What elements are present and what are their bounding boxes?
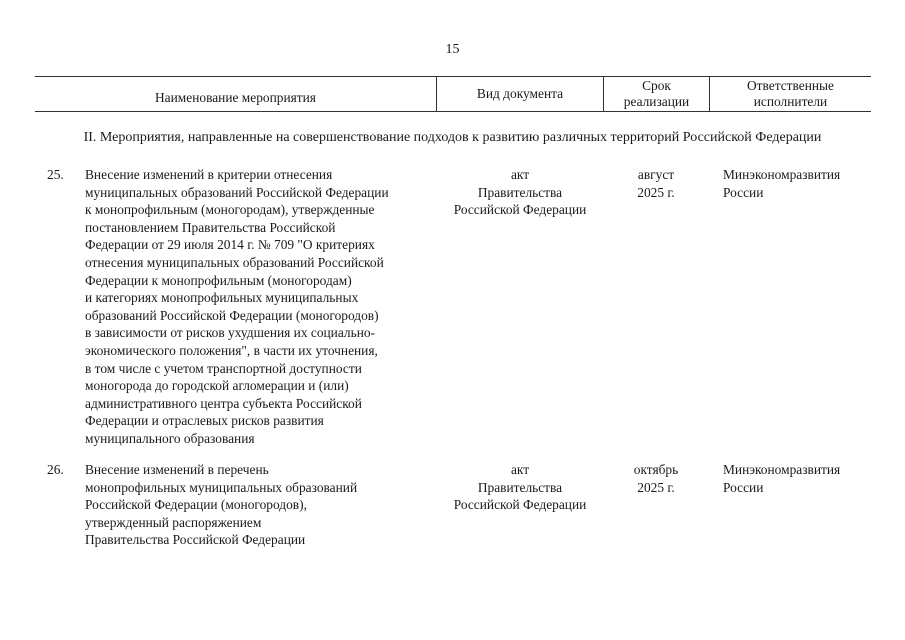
header-term-text: Срок реализации (623, 78, 690, 109)
header-responsible-text: Ответственные исполнители (747, 78, 834, 109)
header-document-type: Вид документа (436, 77, 603, 111)
row-number: 25. (47, 167, 64, 182)
section-title: II. Мероприятия, направленные на совершенствование подходов к развитию различных территорий Российской Федерации (83, 130, 822, 145)
row-document-type: акт Правительства Российской Федерации (453, 462, 587, 513)
header-responsible (709, 77, 871, 111)
table-header (35, 76, 871, 112)
row-responsible: Минэкономразвития России (723, 167, 841, 200)
row-number: 26. (47, 462, 64, 477)
header-event-name: Наименование мероприятия (155, 90, 316, 105)
header-term (603, 77, 709, 111)
row-description: Внесение изменений в критерии отнесения муниципальных образований Российской Федерации к монопрофильным (моногородам), утвержденные постановлением Правительства Российской Федерации от 29 июля 2014 г. № 709 "О критериях отнесения муниципальных образований Российской Федерации к монопрофильным (моногородам) и категориях монопрофильных муниципальных образований Российской Федерации (моногородов) в зависимости от рисков ухудшения их социально- экономического положения", в части их уточнения, в том числе с учетом транспортной доступности моногорода до городской агломерации и (или) административного центра субъекта Российской Федерации и отраслевых рисков развития муниципального образования (85, 167, 389, 446)
row-term: август 2025 г. (637, 167, 675, 200)
row-description: Внесение изменений в перечень монопрофильных муниципальных образований Российской Федерации (моногородов), утвержденный распоряжением Правительства Российской Федерации (85, 462, 358, 548)
row-document-type: акт Правительства Российской Федерации (453, 167, 587, 218)
row-term: октябрь 2025 г. (633, 462, 679, 495)
row-responsible: Минэкономразвития России (723, 462, 841, 495)
page-number: 15 (445, 42, 460, 57)
